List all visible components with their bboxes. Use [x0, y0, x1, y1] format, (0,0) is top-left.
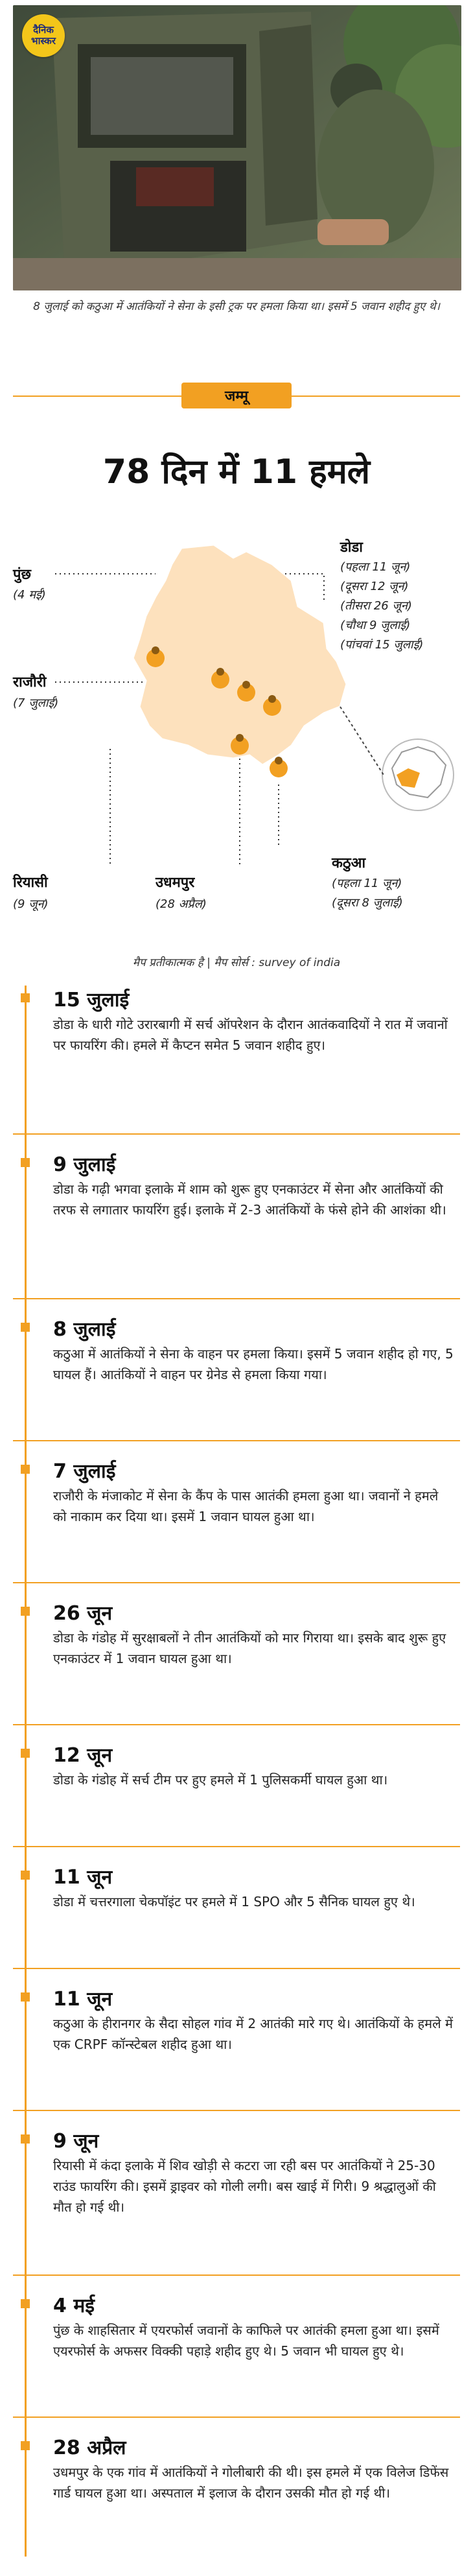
timeline-divider	[13, 1582, 460, 1583]
place-doda-date-2: (दूसरा 12 जून)	[340, 580, 409, 593]
brand-logo: दैनिक भास्कर	[22, 14, 65, 57]
timeline-marker-icon	[21, 1158, 30, 1167]
place-doda-date-3: (तीसरा 26 जून)	[340, 599, 412, 613]
timeline-date: 11 जून	[53, 1866, 113, 1889]
timeline-description: रियासी में कंदा इलाके में शिव खोड़ी से कटरा जा रही बस पर आतंकियों ने 25-30 राउंड फायरिंग की। इसमें ड्राइवर को गोली लगी। बस खाई में गिरी। 9 श्रद्धालुओं की मौत हो गई थी।	[53, 2158, 436, 2215]
timeline-item	[13, 1457, 460, 1599]
timeline-marker-icon	[21, 2441, 30, 2450]
photo-caption: 8 जुलाई को कठुआ में आतंकियों ने सेना के इसी ट्रक पर हमला किया था। इसमें 5 जवान शहीद हुए थे।	[33, 300, 440, 313]
place-kathua: कठुआ	[332, 855, 366, 871]
timeline-date: 12 जून	[53, 1744, 113, 1767]
jammu-attack-map	[0, 519, 473, 940]
jammu-region-shape	[133, 545, 347, 765]
timeline-item	[13, 2127, 460, 2291]
timeline-description: कठुआ के हीरानगर के सैदा सोहल गांव में 2 आतंकी मारे गए थे। आतंकियों के हमले में एक CRPF कॉन्स्टेबल शहीद हुआ था।	[53, 2016, 454, 2052]
timeline-divider	[13, 1724, 460, 1725]
army-truck-photo	[13, 5, 461, 290]
place-doda-date-5: (पांचवां 15 जुलाई)	[340, 638, 424, 652]
timeline-marker-icon	[21, 2134, 30, 2144]
news-photo	[13, 5, 461, 290]
timeline-marker-icon	[21, 1749, 30, 1758]
timeline-marker-icon	[21, 2299, 30, 2308]
map-note: मैप प्रतीकात्मक है | मैप सोर्स : survey of india	[132, 956, 341, 969]
timeline-description: डोडा के धारी गोटे उरारबागी में सर्च ऑपरेशन के दौरान आतंकवादियों ने रात में जवानों पर फायरिंग की। हमले में कैप्टन समेत 5 जवान शहीद हुए।	[53, 1017, 448, 1053]
timeline-date: 7 जुलाई	[53, 1460, 116, 1483]
timeline-date: 8 जुलाई	[53, 1318, 116, 1341]
timeline-description: डोडा में चत्तरगाला चेकपॉइंट पर हमले में 1 SPO और 5 सैनिक घायल हुए थे।	[53, 1894, 415, 1909]
place-udhampur-date: (28 अप्रैल)	[156, 897, 207, 911]
timeline-item	[13, 986, 460, 1150]
timeline-description: डोडा के गंडोह में सर्च टीम पर हुए हमले में 1 पुलिसकर्मी घायल हुआ था।	[53, 1772, 388, 1788]
timeline-item	[13, 1985, 460, 2127]
place-reasi-date: (9 जून)	[13, 897, 49, 911]
timeline-date: 26 जून	[53, 1602, 113, 1625]
timeline-date: 9 जून	[53, 2130, 99, 2153]
timeline-item	[13, 1741, 460, 1863]
timeline-divider	[13, 2110, 460, 2111]
place-poonch: पुंछ	[13, 567, 31, 583]
timeline-marker-icon	[21, 1323, 30, 1332]
timeline-divider	[13, 2275, 460, 2276]
timeline-divider	[13, 2416, 460, 2418]
place-doda-date-1: (पहला 11 जून)	[340, 560, 411, 574]
place-reasi: रियासी	[13, 875, 48, 891]
timeline-date: 4 मई	[53, 2295, 95, 2317]
place-udhampur: उधमपुर	[156, 875, 195, 891]
place-kathua-date-2: (दूसरा 8 जुलाई)	[332, 896, 403, 910]
place-rajouri-date: (7 जुलाई)	[13, 696, 59, 710]
timeline-date: 9 जुलाई	[53, 1153, 116, 1176]
place-doda-date-4: (चौथा 9 जुलाई)	[340, 619, 411, 632]
timeline-description: कठुआ में आतंकियों ने सेना के वाहन पर हमला किया। इसमें 5 जवान शहीद हो गए, 5 घायल हैं। आतंकियों ने वाहन पर ग्रेनेड से हमला किया गया।	[53, 1346, 454, 1382]
place-rajouri: राजौरी	[13, 674, 47, 691]
timeline-divider	[13, 1133, 460, 1135]
timeline-description: डोडा के गंडोह में सुरक्षाबलों ने तीन आतंकियों को मार गिराया था। इसके बाद शुरू हुए एनकाउंटर में 1 जवान घायल हुआ था।	[53, 1630, 446, 1666]
timeline-description: उधमपुर के एक गांव में आतंकियों ने गोलीबारी की थी। इस हमले में एक विलेज डिफेंस गार्ड घायल हुआ था। अस्पताल में इलाज के दौरान उसकी मौत हो गई थी।	[53, 2464, 449, 2501]
timeline-item	[13, 2291, 460, 2433]
timeline-divider	[13, 1968, 460, 1969]
region-header	[13, 383, 460, 408]
timeline-marker-icon	[21, 1871, 30, 1880]
timeline-description: पुंछ के शाहसितार में एयरफोर्स जवानों के काफिले पर आतंकी हमला हुआ था। इसमें एयरफोर्स के अफसर विक्की पहाड़े शहीद हुए थे। 5 जवान भी घायल हुए थे।	[53, 2322, 439, 2359]
headline: 78 दिन में 11 हमले	[102, 453, 371, 491]
timeline-item	[13, 1599, 460, 1741]
timeline-item	[13, 1315, 460, 1457]
timeline-divider	[13, 1846, 460, 1847]
timeline-item	[13, 1150, 460, 1315]
place-doda: डोडा	[340, 539, 363, 556]
place-poonch-date: (4 मई)	[13, 588, 46, 602]
timeline-marker-icon	[21, 993, 30, 1002]
timeline-marker-icon	[21, 1607, 30, 1616]
region-badge: जम्मू	[181, 383, 292, 408]
place-kathua-date-1: (पहला 11 जून)	[332, 877, 402, 890]
timeline-description: डोडा के गढ़ी भगवा इलाके में शाम को शुरू हुए एनकाउंटर में सेना और आतंकियों की तरफ से लगातार फायरिंग हुई। इलाके में 2-3 आतंकियों के फंसे होने की आशंका थी।	[53, 1181, 446, 1218]
timeline-date: 28 अप्रैल	[53, 2437, 126, 2459]
timeline-divider	[13, 1298, 460, 1299]
timeline-description: राजौरी के मंजाकोट में सेना के कैंप के पास आतंकी हमला हुआ था। जवानों ने हमले को नाकाम कर दिया था। इसमें 1 जवान घायल हुआ था।	[53, 1488, 439, 1524]
timeline-divider	[13, 1440, 460, 1441]
timeline-item	[13, 1863, 460, 1985]
timeline-item	[13, 2433, 460, 2576]
timeline-marker-icon	[21, 1992, 30, 2002]
timeline-date: 15 जुलाई	[53, 989, 130, 1011]
timeline-marker-icon	[21, 1465, 30, 1474]
timeline-date: 11 जून	[53, 1988, 113, 2011]
